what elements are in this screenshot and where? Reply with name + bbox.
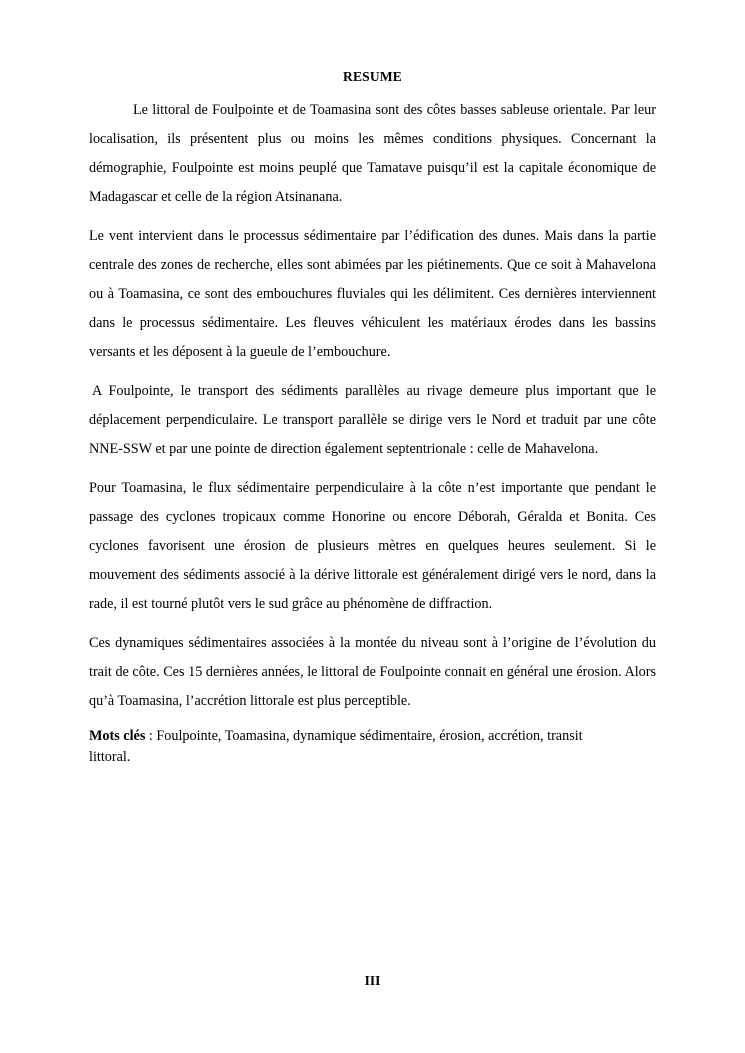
paragraph-3: A Foulpointe, le transport des sédiments parallèles au rivage demeure plus important que le déplacement perpendiculaire. Le transport parallèle se dirige vers le Nord et traduit par une côte NNE-SSW et par une pointe de direction également septentrionale : celle de Mahavelona. xyxy=(89,383,656,457)
paragraph-1: Le littoral de Foulpointe et de Toamasina sont des côtes basses sableuse orientale. Par leur localisation, ils présentent plus ou moins les mêmes conditions physiques. Concernant la démographie, Foulpointe est moins peuplé que Tamatave puisqu’il est la capitale économique de Madagascar et celle de la région Atsinanana. xyxy=(89,102,656,205)
keywords-text: : Foulpointe, Toamasina, dynamique sédimentaire, érosion, accrétion, transit littoral. xyxy=(89,728,583,765)
page-title: RESUME xyxy=(343,69,402,84)
keywords xyxy=(89,726,619,768)
page-number: III xyxy=(364,973,381,988)
paragraph-4: Pour Toamasina, le flux sédimentaire perpendiculaire à la côte n’est importante que pendant le passage des cyclones tropicaux comme Honorine ou encore Déborah, Géralda et Bonita. Ces cyclones favorisent une érosion de plusieurs mètres en quelques heures seulement. Si le mouvement des sédiments associé à la dérive littorale est généralement dirigé vers le nord, dans la rade, il est tourné plutôt vers le sud grâce au phénomène de diffraction. xyxy=(89,480,656,612)
paragraph-2: Le vent intervient dans le processus sédimentaire par l’édification des dunes. Mais dans la partie centrale des zones de recherche, elles sont abimées par les piétinements. Que ce soit à Mahavelona ou à Toamasina, ce sont des embouchures fluviales qui les délimitent. Ces dernières interviennent dans le processus sédimentaire. Les fleuves véhiculent les matériaux érodes dans les bassins versants et les déposent à la gueule de l’embouchure. xyxy=(89,228,656,360)
paragraph-5: Ces dynamiques sédimentaires associées à la montée du niveau sont à l’origine de l’évolution du trait de côte. Ces 15 dernières années, le littoral de Foulpointe connait en général une érosion. Alors qu’à Toamasina, l’accrétion littorale est plus perceptible. xyxy=(89,635,656,709)
abstract-body xyxy=(89,96,656,768)
keywords-label: Mots clés xyxy=(89,728,146,744)
